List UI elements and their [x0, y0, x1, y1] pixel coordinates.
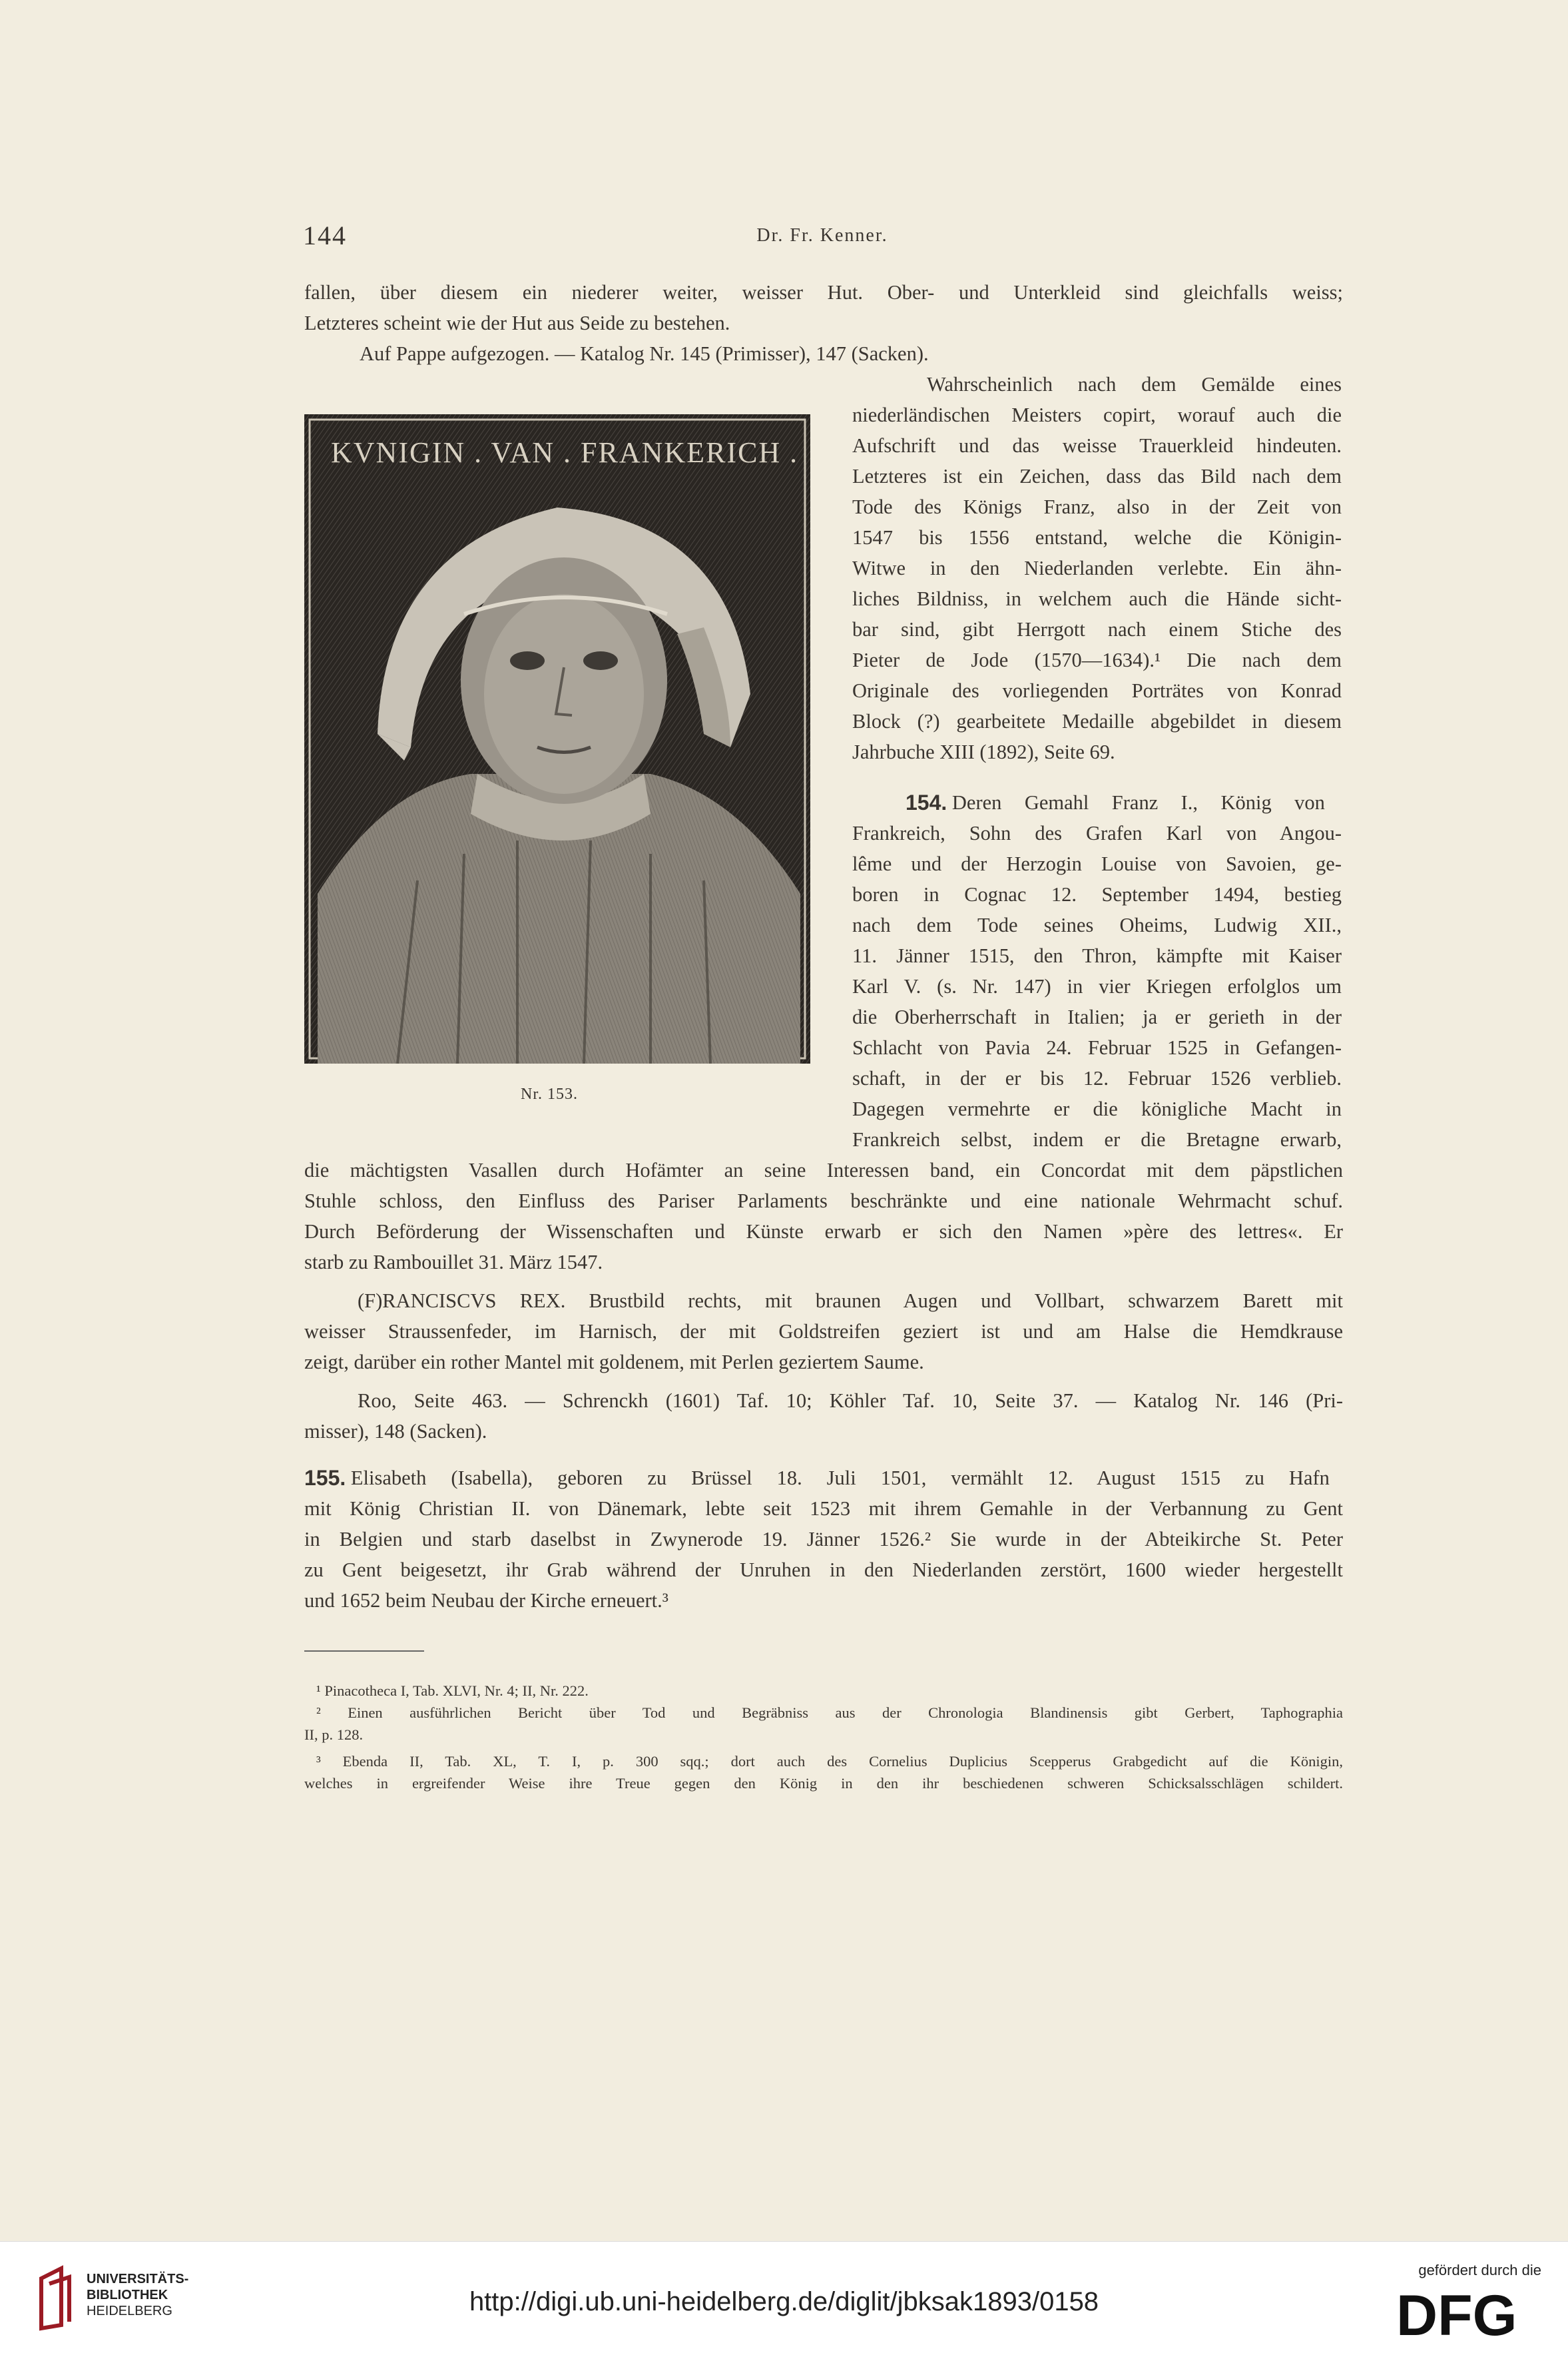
text-line: Jahrbuche XIII (1892), Seite 69.: [852, 741, 1115, 763]
dfg-logo-icon: [1396, 2287, 1543, 2340]
text-line: Auf Pappe aufgezogen. — Katalog Nr. 145 (Primisser), 147 (Sacken).: [360, 342, 929, 365]
refs-line: Roo, Seite 463. — Schrenckh (1601) Taf. 10; Köhler Taf. 10, Seite 37. — Katalog Nr. 146 (Pri-: [358, 1389, 1343, 1412]
text-line: Block (?) gearbeitete Medaille abgebildet in diesem: [852, 710, 1342, 733]
portrait-inscription: KVNIGIN . VAN . FRANKERICH .: [331, 436, 799, 469]
text-line: [304, 1385, 1343, 1416]
entry-number: 154.: [906, 791, 947, 815]
library-name-line: UNIVERSITÄTS-: [87, 2272, 189, 2286]
text-line: Dagegen vermehrte er die königliche Macht in: [852, 1098, 1342, 1120]
portrait-image: [304, 414, 810, 1064]
text-line: Frankreich selbst, indem er die Bretagne erwarb,: [852, 1128, 1342, 1151]
text-line: 11. Jänner 1515, den Thron, kämpfte mit Kaiser: [852, 944, 1342, 967]
portrait-caption: Nr. 153.: [521, 1086, 578, 1103]
text-line: Letzteres scheint wie der Hut aus Seide zu bestehen.: [304, 312, 730, 334]
entry-154-heading: [906, 787, 1342, 819]
text-line: mit König Christian II. von Dänemark, lebte seit 1523 mit ihrem Gemahle in der Verbannung zu Gent: [304, 1497, 1343, 1520]
text-line: in Belgien und starb daselbst in Zwynerode 19. Jänner 1526.² Sie wurde in der Abteikirche St. Peter: [304, 1528, 1343, 1550]
text-line: misser), 148 (Sacken).: [304, 1420, 487, 1443]
text-line: Karl V. (s. Nr. 147) in vier Kriegen erfolglos um: [852, 975, 1342, 998]
text-line: liches Bildniss, in welchem auch die Hände sicht-: [852, 587, 1342, 610]
running-head: Dr. Fr. Kenner.: [756, 225, 888, 246]
text-line: die mächtigsten Vasallen durch Hofämter an seine Interessen band, ein Concordat mit dem päpstlichen: [304, 1159, 1343, 1181]
text-line: zeigt, darüber ein rother Mantel mit goldenem, mit Perlen geziertem Saume.: [304, 1351, 924, 1373]
library-name-line: BIBLIOTHEK: [87, 2288, 168, 2302]
text-line: Originale des vorliegenden Porträtes von Konrad: [852, 679, 1342, 702]
text-line: Frankreich, Sohn des Grafen Karl von Angou-: [852, 822, 1342, 844]
text-line: Stuhle schloss, den Einfluss des Pariser Parlaments beschränkte und eine nationale Wehrmacht schuf.: [304, 1189, 1343, 1212]
footnote-3-cont: welches in ergreifender Weise ihre Treue gegen den König in den ihr beschiedenen schweren Schicksalsschlägen schildert.: [304, 1775, 1343, 1792]
text-line: Wahrscheinlich nach dem Gemälde eines: [927, 373, 1342, 396]
text-line: Durch Beförderung der Wissenschaften und Künste erwarb er sich den Namen »père des lettres«. Er: [304, 1220, 1343, 1243]
viewer-footer: [0, 2241, 1568, 2361]
permalink-url[interactable]: http://digi.ub.uni-heidelberg.de/diglit/jbksak1893/0158: [469, 2287, 1099, 2316]
text-line: und 1652 beim Neubau der Kirche erneuert.³: [304, 1589, 668, 1612]
text-line: [304, 1285, 1343, 1316]
text-line: fallen, über diesem ein niederer weiter, weisser Hut. Ober- und Unterkleid sind gleichfalls weiss;: [304, 281, 1343, 304]
footnote-2-cont: II, p. 128.: [304, 1726, 364, 1743]
footnote-2: ² Einen ausführlichen Bericht über Tod und Begräbniss aus der Chronologia Blandinensis gibt Gerbert, Taphographia: [316, 1704, 1343, 1721]
text-line: Elisabeth (Isabella), geboren zu Brüssel 18. Juli 1501, vermählt 12. August 1515 zu Hafn: [350, 1467, 1330, 1489]
text-line: bar sind, gibt Herrgott nach einem Stiche des: [852, 618, 1342, 641]
footnote-rule: [304, 1650, 424, 1652]
text-line: Letzteres ist ein Zeichen, dass das Bild nach dem: [852, 465, 1342, 488]
text-line: Schlacht von Pavia 24. Februar 1525 in Gefangen-: [852, 1036, 1342, 1059]
footnote-3: ³ Ebenda II, Tab. XL, T. I, p. 300 sqq.; dort auch des Cornelius Duplicius Scepperus Grabgedicht auf die Königin,: [316, 1753, 1343, 1770]
inscription-line: (F)RANCISCVS REX. Brustbild rechts, mit braunen Augen und Vollbart, schwarzem Barett mit: [358, 1289, 1343, 1312]
text-line: niederländischen Meisters copirt, worauf auch die: [852, 404, 1342, 426]
text-line: Tode des Königs Franz, also in der Zeit von: [852, 496, 1342, 518]
text-line: nach dem Tode seines Oheims, Ludwig XII.,: [852, 914, 1342, 936]
library-name-line: HEIDELBERG: [87, 2304, 172, 2318]
text-line: die Oberherrschaft in Italien; ja er gerieth in der: [852, 1006, 1342, 1028]
text-line: starb zu Rambouillet 31. März 1547.: [304, 1251, 603, 1273]
text-line: Pieter de Jode (1570—1634).¹ Die nach dem: [852, 649, 1342, 671]
dfg-logo-text: DFG: [1396, 2287, 1517, 2340]
text-line: boren in Cognac 12. September 1494, bestieg: [852, 883, 1342, 906]
footnote-1: ¹ Pinacotheca I, Tab. XLVI, Nr. 4; II, Nr. 222.: [316, 1682, 589, 1699]
text-line: zu Gent beigesetzt, ihr Grab während der Unruhen in den Niederlanden zerstört, 1600 wieder hergestellt: [304, 1558, 1343, 1581]
text-line: Witwe in den Niederlanden verlebte. Ein ähn-: [852, 557, 1342, 579]
entry-number: 155.: [304, 1466, 346, 1490]
text-line: schaft, in der er bis 12. Februar 1526 verblieb.: [852, 1067, 1342, 1090]
entry-155-heading: [304, 1463, 1343, 1494]
text-line: Aufschrift und das weisse Trauerkleid hindeuten.: [852, 434, 1342, 457]
text-line: Deren Gemahl Franz I., König von: [951, 791, 1325, 814]
text-line: lême und der Herzogin Louise von Savoien, ge-: [852, 852, 1342, 875]
page-header: [303, 220, 1342, 253]
portrait-engraving: [304, 414, 810, 1064]
funding-label: gefördert durch die: [1418, 2262, 1541, 2278]
text-line: weisser Straussenfeder, im Harnisch, der mit Goldstreifen geziert ist und am Halse die Hemdkrause: [304, 1320, 1343, 1343]
page-number: 144: [303, 220, 347, 250]
text-line: 1547 bis 1556 entstand, welche die Königin-: [852, 526, 1342, 549]
